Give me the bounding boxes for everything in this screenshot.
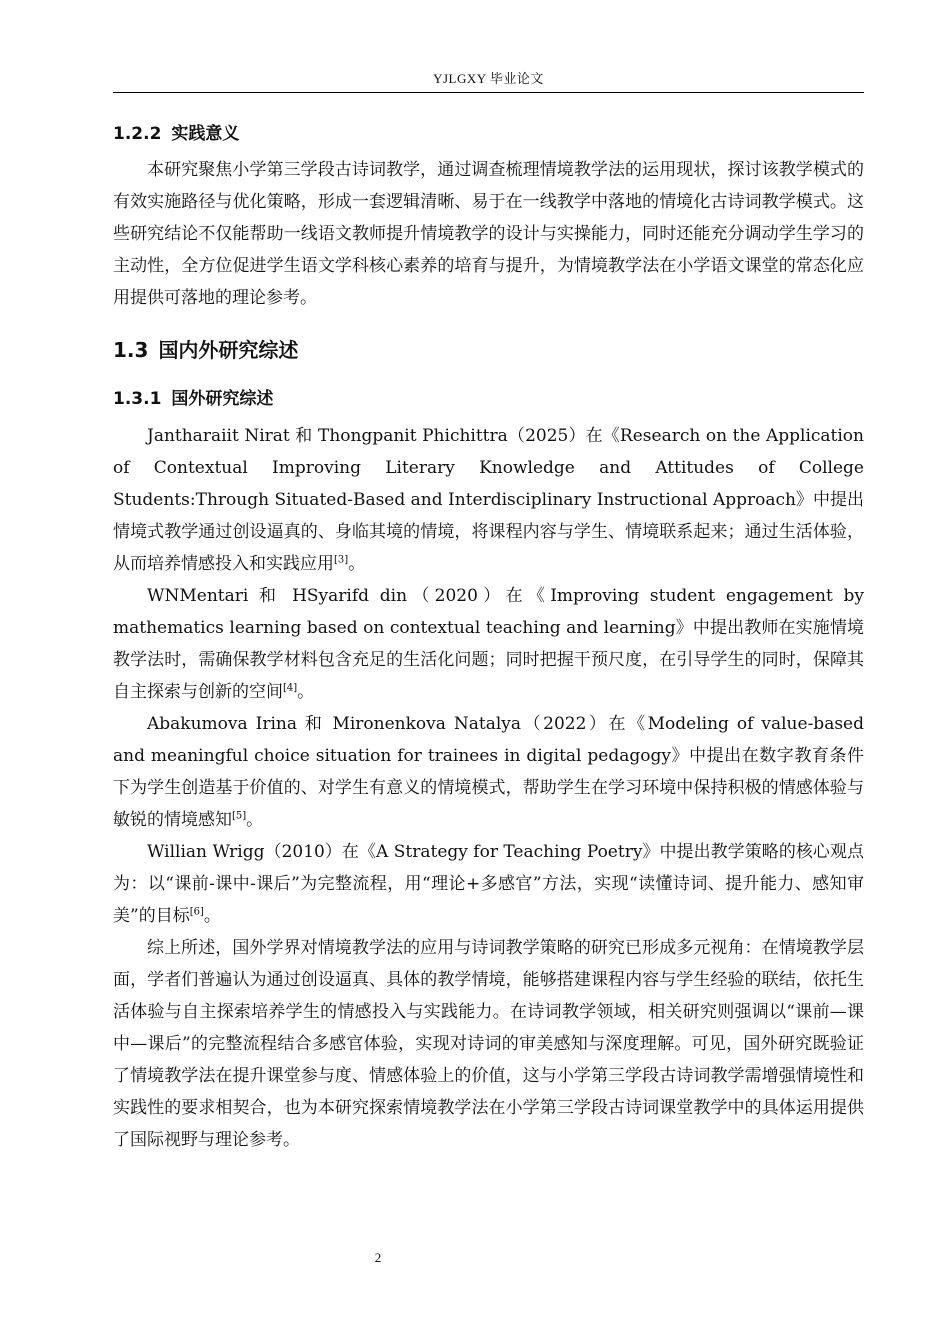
section-heading-1-3 (113, 328, 864, 372)
citation-ref: [5] (232, 810, 247, 822)
paragraph-end: 。 (297, 682, 315, 702)
section-number: 1.3.1 (113, 389, 162, 409)
section-heading-1-2-2 (113, 114, 864, 154)
paragraph-review-wrigg (113, 836, 864, 932)
paragraph-end: 。 (246, 810, 264, 830)
section-title: 国内外研究综述 (158, 338, 299, 362)
paragraph-review-wnmentari (113, 580, 864, 708)
paragraph-text: Willian Wrigg（2010）在《A Strategy for Teaching Poetry》中提出教学策略的核心观点为：以“课前-课中-课后”为完整流程，用“理论+多感官”方法，实现“读懂诗词、提升能力、感知审美”的目标 (113, 842, 864, 926)
section-number: 1.2.2 (113, 124, 162, 144)
paragraph-practical-significance: 本研究聚焦小学第三学段古诗词教学，通过调查梳理情境教学法的运用现状，探讨该教学模式的有效实施路径与优化策略，形成一套逻辑清晰、易于在一线教学中落地的情境化古诗词教学模式。这些研究结论不仅能帮助一线语文教师提升情境教学的设计与实操能力，同时还能充分调动学生学习的主动性，全方位促进学生语文学科核心素养的培育与提升，为情境教学法在小学语文课堂的常态化应用提供可落地的理论参考。 (113, 160, 864, 308)
paragraph-review-jantharaiit (113, 420, 864, 580)
paragraph-text: WNMentari 和 HSyarifd din（2020）在《Improving student engagement by mathematics learning based on contextual teaching and learning》中提出教师在实施情境教学法时，需确保教学材料包含充足的生活化问题；同时把握干预尺度，在引导学生的同时，保障其自主探索与创新的空间 (113, 586, 864, 702)
paragraph-review-abakumova (113, 708, 864, 836)
page-header (113, 70, 864, 93)
section-title: 国外研究综述 (171, 389, 274, 409)
section-title: 实践意义 (171, 124, 240, 144)
header-title: YJLGXY 毕业论文 (433, 71, 544, 86)
section-number: 1.3 (113, 338, 149, 362)
paragraph-review-summary: 综上所述，国外学界对情境教学法的应用与诗词教学策略的研究已形成多元视角：在情境教学层面，学者们普遍认为通过创设逼真、具体的教学情境，能够搭建课程内容与学生经验的联结，依托生活体验与自主探索培养学生的情感投入与实践能力。在诗词教学领域，相关研究则强调以“课前—课中—课后”的完整流程结合多感官体验，实现对诗词的审美感知与深度理解。可见，国外研究既验证了情境教学法在提升课堂参与度、情感体验上的价值，这与小学第三学段古诗词教学需增强情境性和实践性的要求相契合，也为本研究探索情境教学法在小学第三学段古诗词课堂教学中的具体运用提供了国际视野与理论参考。 (113, 938, 864, 1150)
paragraph-end: 。 (203, 906, 221, 926)
paragraph-text: Jantharaiit Nirat 和 Thongpanit Phichittra（2025）在《Research on the Application of Contextual Improving Literary Knowledge and Attitudes of College Students:Through Situated-Based and Interdisciplinary Instructional Approach》中提出情境式教学通过创设逼真的、身临其境的情境，将课程内容与学生、情境联系起来；通过生活体验，从而培养情感投入和实践应用 (113, 426, 864, 574)
citation-ref: [6] (189, 906, 204, 918)
paragraph-end: 。 (348, 554, 366, 574)
page-footer (0, 1250, 756, 1266)
page-number: 2 (374, 1250, 382, 1265)
page-content (113, 114, 864, 1156)
citation-ref: [3] (334, 554, 349, 566)
section-heading-1-3-1 (113, 380, 864, 418)
paragraph-text: Abakumova Irina 和 Mironenkova Natalya（2022）在《Modeling of value-based and meaningful choice situation for trainees in digital pedagogy》中提出在数字教育条件下为学生创造基于价值的、对学生有意义的情境模式，帮助学生在学习环境中保持积极的情感体验与敏锐的情境感知 (113, 714, 864, 830)
citation-ref: [4] (283, 682, 298, 694)
